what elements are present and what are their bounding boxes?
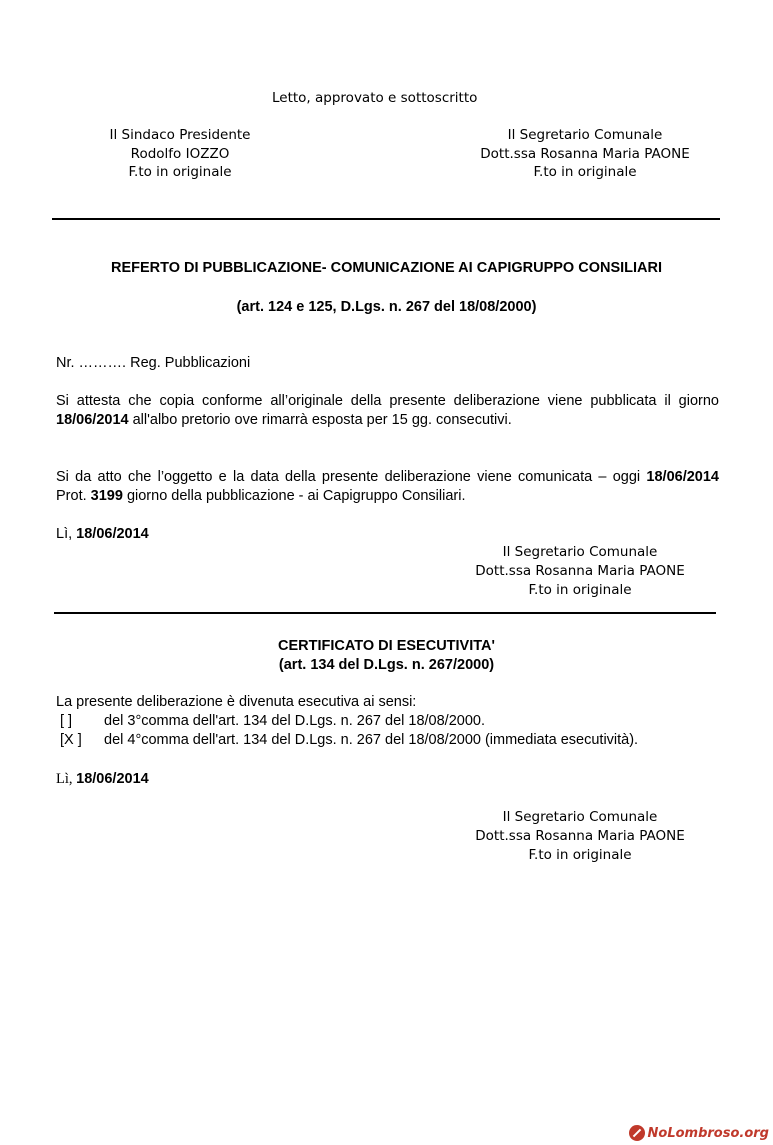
mayor-name: Rodolfo IOZZO xyxy=(130,145,230,162)
certificate-intro: La presente deliberazione è divenuta esecutiva ai sensi: xyxy=(56,694,417,710)
referto-sign-name: Dott.ssa Rosanna Maria PAONE xyxy=(475,563,685,579)
certificate-title: CERTIFICATO DI ESECUTIVITA' xyxy=(278,638,495,654)
option-text: del 4°comma dell'art. 134 del D.Lgs. n. 267 del 18/08/2000 (immediata esecutività). xyxy=(104,732,639,748)
publication-text-end: all'albo pretorio ove rimarrà esposta per 15 gg. consecutivi. xyxy=(128,412,512,428)
referto-title: REFERTO DI PUBBLICAZIONE- COMUNICAZIONE AI CAPIGRUPPO CONSILIARI xyxy=(110,260,662,276)
referto-signature-block xyxy=(430,543,730,600)
communication-paragraph xyxy=(56,468,719,506)
option-checkbox: [ ] xyxy=(60,713,73,729)
option-text: del 3°comma dell'art. 134 del D.Lgs. n. 267 del 18/08/2000. xyxy=(104,713,485,729)
watermark xyxy=(629,1125,769,1141)
referto-subtitle: (art. 124 e 125, D.Lgs. n. 267 del 18/08/2000) xyxy=(236,299,537,315)
secretary-role: Il Segretario Comunale xyxy=(507,127,663,143)
publication-text: Si attesta che copia conforme all’originale della presente deliberazione viene pubblicata il giorno xyxy=(56,393,719,409)
publication-date: 18/06/2014 xyxy=(56,412,129,428)
referto-sign-note: F.to in originale xyxy=(528,582,632,598)
watermark-text: NoLombroso.org xyxy=(647,1125,769,1141)
mayor-role: Il Sindaco Presidente xyxy=(109,127,251,143)
place-date: 18/06/2014 xyxy=(76,771,149,787)
certificate-sign-name: Dott.ssa Rosanna Maria PAONE xyxy=(475,828,685,844)
communication-text-end: giorno della pubblicazione - ai Capigruppo Consiliari. xyxy=(122,488,466,504)
place-label: Lì, xyxy=(56,771,77,787)
protocol-label: Prot. xyxy=(56,488,91,504)
mayor-signature-note: F.to in originale xyxy=(128,164,232,180)
option-checkbox: [X ] xyxy=(60,732,82,748)
secretary-signature-block xyxy=(440,126,730,182)
communication-text: Si da atto che l’oggetto e la data della presente deliberazione viene comunicata – oggi xyxy=(56,469,647,485)
section-divider xyxy=(52,218,720,220)
referto-sign-role: Il Segretario Comunale xyxy=(502,544,658,560)
registration-line: Nr. ………. Reg. Pubblicazioni xyxy=(56,355,251,371)
place-date: 18/06/2014 xyxy=(76,526,149,542)
no-sign-icon xyxy=(629,1125,645,1141)
certificate-signature-block xyxy=(430,808,730,865)
referto-place-date xyxy=(56,526,149,542)
approval-line: Letto, approvato e sottoscritto xyxy=(272,90,478,106)
place-label: Lì, xyxy=(56,526,77,542)
communication-date: 18/06/2014 xyxy=(646,469,719,485)
secretary-name: Dott.ssa Rosanna Maria PAONE xyxy=(480,145,690,162)
mayor-signature-block xyxy=(80,126,280,182)
section-divider-2 xyxy=(54,612,716,614)
publication-paragraph xyxy=(56,392,719,430)
certificate-subtitle: (art. 134 del D.Lgs. n. 267/2000) xyxy=(278,657,495,673)
certificate-sign-role: Il Segretario Comunale xyxy=(502,809,658,825)
option-row xyxy=(60,713,485,729)
certificate-sign-note: F.to in originale xyxy=(528,847,632,863)
option-row xyxy=(60,732,638,748)
certificate-place-date xyxy=(56,771,149,788)
protocol-number: 3199 xyxy=(90,488,123,504)
secretary-signature-note: F.to in originale xyxy=(533,164,637,180)
